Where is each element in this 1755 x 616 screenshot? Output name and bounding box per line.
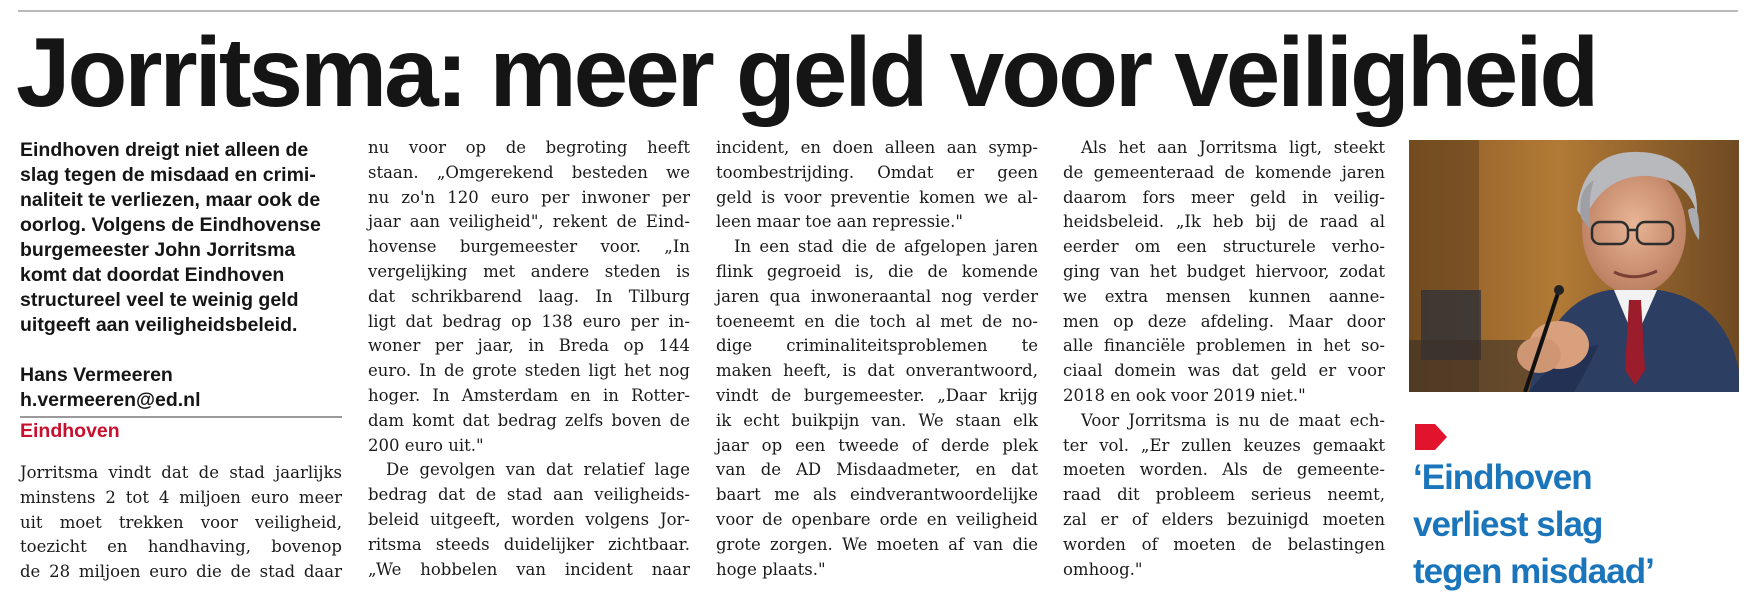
text-line: we extra mensen kunnen aanne- [1063, 286, 1385, 306]
text-line: van de AD Misdaadmeter, en dat [716, 460, 1038, 480]
text-line: Voor Jorritsma is nu de maat ech- [1081, 410, 1385, 430]
text-line: moeten worden. Als de gemeente- [1063, 460, 1385, 480]
text-line: ciaal domein was dat geld er voor [1063, 361, 1385, 381]
text-line: hoge plaats." [716, 559, 826, 579]
article-column-4 [1063, 136, 1385, 582]
intro-line: naliteit te verliezen, maar ook de [20, 189, 321, 211]
text-line: jaren qua inwoneraantal nog verder [716, 286, 1038, 306]
text-line: euro. In de grote steden ligt het nog [368, 361, 690, 381]
text-line: minstens 2 tot 4 miljoen euro meer [20, 487, 342, 507]
text-line: ter vol. „Er zullen keuzes gemaakt [1063, 435, 1385, 455]
text-line: beleid uitgeeft, worden volgens Jor- [368, 509, 690, 529]
text-line: worden of moeten de belastingen [1063, 534, 1385, 554]
text-line: ik echt buikpijn van. We staan elk [716, 410, 1038, 430]
text-line: 2018 en ook voor 2019 niet." [1063, 385, 1306, 405]
text-line: geld is voor preventie komen we al- [716, 187, 1038, 207]
text-line: „We hobbelen van incident naar [368, 559, 690, 579]
article-column-1 [20, 461, 342, 585]
text-line: voor de openbare orde en veiligheid [716, 509, 1038, 529]
text-line: men op deze afdeling. Maar door [1063, 311, 1385, 331]
pull-quote-line: ‘Eindhoven [1413, 458, 1592, 497]
intro-line: structureel veel te weinig geld [20, 289, 299, 311]
text-line: uit moet trekken voor veiligheid, [20, 512, 342, 532]
intro-line: burgemeester John Jorritsma [20, 239, 296, 261]
text-line: raad dit probleem serieus neemt, [1063, 485, 1385, 505]
headline: Jorritsma: meer geld voor veiligheid [16, 17, 1597, 127]
text-line: hoger. In Amsterdam en in Rotter- [368, 385, 690, 405]
text-line: dam komt dat bedrag zelfs boven de [368, 410, 690, 430]
location-tag: Eindhoven [20, 420, 120, 442]
text-line: toezicht en handhaving, bovenop [20, 537, 342, 557]
text-line: toombestrijding. Omdat er geen [716, 162, 1038, 182]
text-line: ritsma steeds duidelijker zichtbaar. [368, 534, 690, 554]
intro-line: slag tegen de misdaad en crimi- [20, 164, 316, 186]
text-line: jaar aan veiligheid", rekent de Eind- [368, 212, 690, 232]
text-line: vergelijking met andere steden is [368, 261, 690, 281]
intro-line: uitgeeft aan veiligheidsbeleid. [20, 314, 298, 336]
text-line: dige criminaliteitsproblemen te [716, 336, 1038, 356]
intro-line: oorlog. Volgens de Eindhovense [20, 214, 321, 236]
text-line: de 28 miljoen euro die de stad daar [20, 562, 342, 582]
text-line: toeneemt en die toch al met de no- [716, 311, 1038, 331]
text-line: eerder om een structurele verho- [1063, 237, 1385, 257]
text-line: vindt de burgemeester. „Daar krijg [716, 385, 1038, 405]
text-line: omhoog." [1063, 559, 1143, 579]
text-line: Als het aan Jorritsma ligt, steekt [1081, 138, 1385, 157]
text-line: de gemeenteraad de komende jaren [1063, 162, 1385, 182]
byline-author: Hans Vermeeren [20, 364, 173, 386]
text-line: daarom fors meer geld in veilig- [1063, 187, 1385, 207]
byline-email[interactable]: h.vermeeren@ed.nl [20, 389, 201, 411]
article-column-3 [716, 136, 1038, 582]
intro-lead [20, 138, 340, 338]
text-line: maken heeft, is dat onverantwoord, [716, 361, 1038, 381]
text-line: baart me als eindverantwoordelijke [716, 485, 1038, 505]
article-column-2 [368, 136, 690, 582]
intro-line: Eindhoven dreigt niet alleen de [20, 139, 309, 161]
text-line: woner per jaar, in Breda op 144 [368, 336, 690, 356]
byline-divider [20, 416, 342, 418]
top-rule [18, 10, 1738, 12]
text-line: dat schrikbarend laag. In Tilburg [368, 286, 690, 306]
text-line: De gevolgen van dat relatief lage [386, 460, 690, 480]
text-line: ligt dat bedrag op 138 euro per in- [368, 311, 690, 331]
text-line: 200 euro uit." [368, 435, 484, 455]
text-line: zal er of elders bezuinigd moeten [1063, 509, 1385, 529]
text-line: incident, en doen alleen aan symp- [716, 138, 1038, 157]
text-line: alle financiële problemen in het so- [1063, 336, 1385, 356]
text-line: ging van het budget hiervoor, zodat [1063, 261, 1385, 281]
text-line: In een stad die de afgelopen jaren [734, 237, 1038, 257]
text-line: staan. „Omgerekend besteden we [368, 162, 690, 182]
pull-quote [1413, 454, 1743, 595]
text-line: bedrag dat de stad aan veiligheids- [368, 485, 690, 505]
text-line: flink gegroeid is, die de komende [716, 261, 1038, 281]
intro-line: komt dat doordat Eindhoven [20, 264, 285, 286]
byline [20, 363, 340, 413]
text-line: nu zo'n 120 euro per inwoner per [368, 187, 690, 207]
pull-quote-line: verliest slag [1413, 505, 1603, 544]
text-line: Jorritsma vindt dat de stad jaarlijks [20, 463, 342, 482]
quote-marker-icon [1415, 424, 1447, 450]
portrait-photo [1409, 140, 1739, 392]
text-line: leen maar toe aan repressie." [716, 212, 963, 232]
pull-quote-line: tegen misdaad’ [1413, 552, 1654, 591]
text-line: heidsbeleid. „Ik heb bij de raad al [1063, 212, 1385, 232]
text-line: nu voor op de begroting heeft [368, 138, 690, 157]
text-line: hovense burgemeester voor. „In [368, 237, 690, 257]
text-line: jaar op een tweede of derde plek [716, 435, 1038, 455]
text-line: grote zorgen. We moeten af van die [716, 534, 1038, 554]
